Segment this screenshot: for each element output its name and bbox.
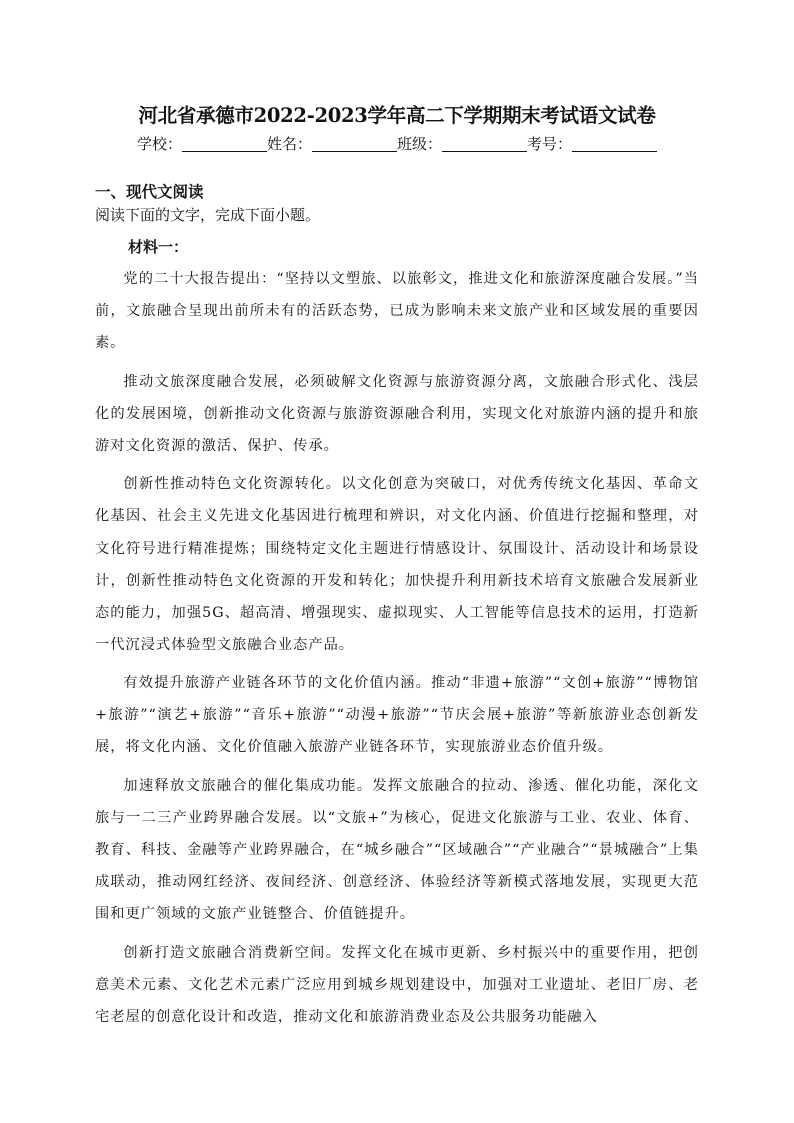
name-label: 姓名： <box>266 135 312 153</box>
paragraph: 创新打造文旅融合消费新空间。发挥文化在城市更新、乡村振兴中的重要作用，把创意美术元素、文化艺术元素广泛应用到城乡规划建设中，加强对工业遗址、老旧厂房、老宅老屋的创意化设计和改造，推动文化和旅游消费业态及公共服务功能融入 <box>95 944 699 1026</box>
paragraph: 创新性推动特色文化资源转化。以文化创意为突破口，对优秀传统文化基因、革命文化基因、社会主义先进文化基因进行梳理和辨识，对文化内涵、价值进行挖掘和整理，对文化符号进行精准提炼；围绕特定文化主题进行情感设计、氛围设计、活动设计和场景设计，创新性推动特色文化资源的开发和转化；加快提升利用新技术培育文旅融合发展新业态的能力，加强5G、超高清、增强现实、虚拟现实、人工智能等信息技术的运用，打造新一代沉浸式体验型文旅融合业态产品。 <box>95 476 699 653</box>
name-field <box>267 133 397 155</box>
school-blank <box>182 135 267 152</box>
student-info-line <box>0 133 794 155</box>
paragraph: 有效提升旅游产业链各环节的文化价值内涵。推动“非遗+旅游”“文创+旅游”“博物馆+旅游”“演艺+旅游”“音乐+旅游”“动漫+旅游”“节庆会展+旅游”等新旅游业态创新发展，将文化内涵、文化价值融入旅游产业链各环节，实现旅游业态价值升级。 <box>95 675 699 756</box>
paragraph: 推动文旅深度融合发展，必须破解文化资源与旅游资源分离，文旅融合形式化、浅层化的发展困境，创新推动文化资源与旅游资源融合利用，实现文化对旅游内涵的提升和旅游对文化资源的激活、保护、传承。 <box>95 373 699 454</box>
reading-instruction: 阅读下面的文字，完成下面小题。 <box>95 206 321 224</box>
exam-title: 河北省承德市2022-2023学年高二下学期期末考试语文试卷 <box>138 104 656 127</box>
class-blank <box>442 135 527 152</box>
class-label: 班级： <box>397 135 443 153</box>
material-title: 材料一： <box>128 238 189 256</box>
paragraph: 党的二十大报告提出：“坚持以文塑旅、以旅彰文，推进文化和旅游深度融合发展。”当前，文旅融合呈现出前所未有的活跃态势，已成为影响未来文旅产业和区域发展的重要因素。 <box>95 271 699 352</box>
section-heading: 一、现代文阅读 <box>95 183 204 201</box>
name-blank <box>312 135 397 152</box>
exam-number-field <box>527 133 657 155</box>
paragraph: 加速释放文旅融合的催化集成功能。发挥文旅融合的拉动、渗透、催化功能，深化文旅与一二三产业跨界融合发展。以“文旅+”为核心，促进文化旅游与工业、农业、体育、教育、科技、金融等产业跨界融合，在“城乡融合”“区域融合”“产业融合”“景城融合”上集成联动，推动网红经济、夜间经济、创意经济、体验经济等新模式落地发展，实现更大范围和更广领域的文旅产业链整合、价值链提升。 <box>95 777 699 923</box>
school-label: 学校： <box>136 135 182 153</box>
exam-number-label: 考号： <box>527 135 573 153</box>
material-body <box>95 263 699 1040</box>
exam-number-blank <box>572 135 657 152</box>
class-field <box>397 133 527 155</box>
school-field <box>137 133 267 155</box>
